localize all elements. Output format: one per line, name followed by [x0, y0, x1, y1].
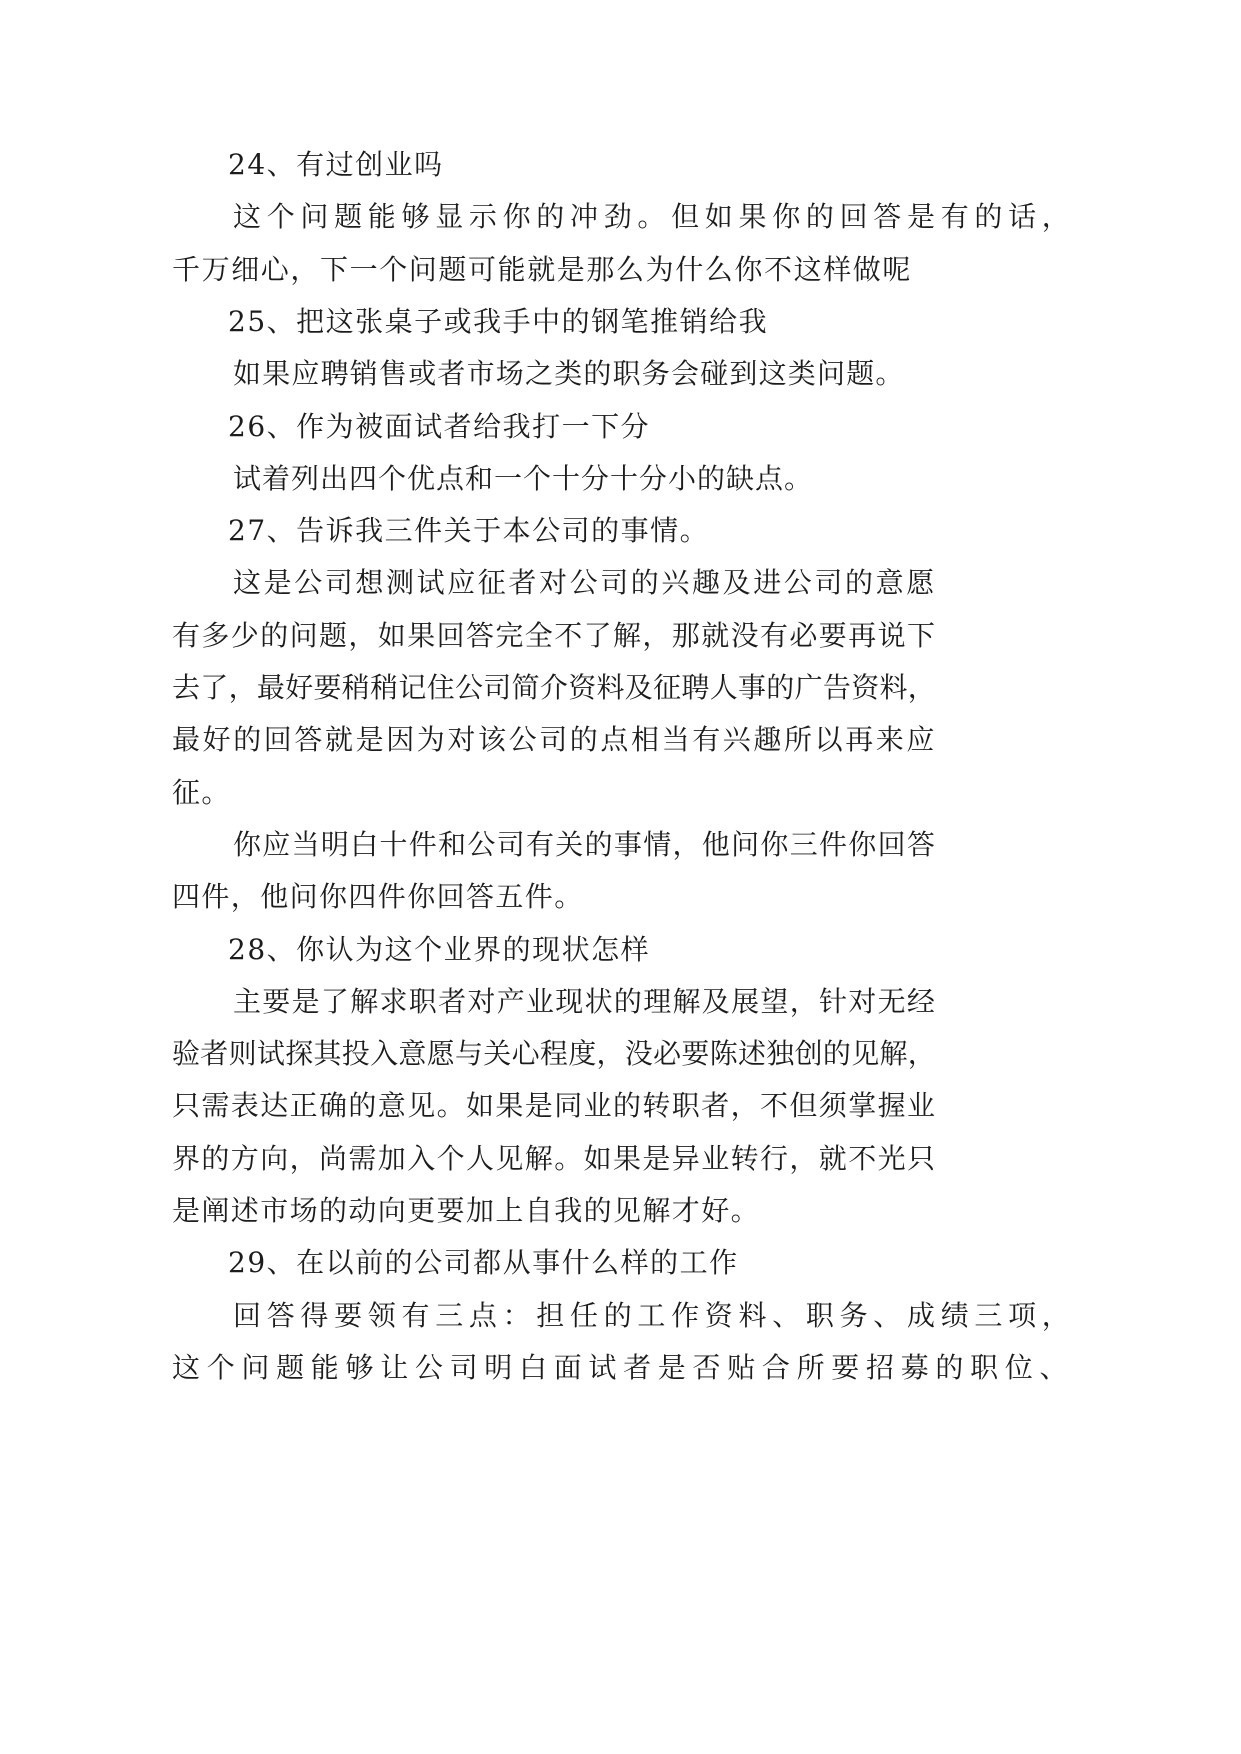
answer-line: 有多少的问题，如果回答完全不了解，那就没有必要再说下 [172, 619, 937, 652]
answer-line: 去了，最好要稍稍记住公司简介资料及征聘人事的广告资料， [172, 671, 937, 704]
answer-line: 验者则试探其投入意愿与关心程度，没必要陈述独创的见解， [172, 1037, 937, 1070]
answer-line: 四件，他问你四件你回答五件。 [172, 880, 584, 913]
answer-line: 试着列出四个优点和一个十分十分小的缺点。 [233, 462, 814, 495]
answer-line: 回答得要领有三点：担任的工作资料、职务、成绩三项， [233, 1299, 1076, 1332]
answer-line: 主要是了解求职者对产业现状的理解及展望，针对无经 [233, 985, 937, 1018]
answer-line: 千万细心，下一个问题可能就是那么为什么你不这样做呢 [172, 253, 913, 286]
answer-line: 只需表达正确的意见。如果是同业的转职者，不但须掌握业 [172, 1089, 937, 1122]
answer-line: 你应当明白十件和公司有关的事情，他问你三件你回答 [233, 828, 937, 861]
question-heading: 28、你认为这个业界的现状怎样 [228, 933, 651, 966]
answer-line: 这是公司想测试应征者对公司的兴趣及进公司的意愿 [233, 566, 937, 599]
answer-line: 是阐述市场的动向更要加上自我的见解才好。 [172, 1194, 761, 1227]
answer-line: 最好的回答就是因为对该公司的点相当有兴趣所以再来应 [172, 723, 938, 756]
question-heading: 25、把这张桌子或我手中的钢笔推销给我 [228, 305, 769, 338]
answer-line: 这个问题能够显示你的冲劲。但如果你的回答是有的话， [233, 200, 1076, 233]
answer-line: 如果应聘销售或者市场之类的职务会碰到这类问题。 [233, 357, 905, 390]
question-heading: 29、在以前的公司都从事什么样的工作 [228, 1246, 739, 1279]
question-heading: 24、有过创业吗 [228, 148, 444, 181]
answer-line: 征。 [172, 776, 231, 809]
question-heading: 27、告诉我三件关于本公司的事情。 [228, 514, 710, 547]
answer-line: 这个问题能够让公司明白面试者是否贴合所要招募的职位、 [172, 1351, 1075, 1384]
answer-line: 界的方向，尚需加入个人见解。如果是异业转行，就不光只 [172, 1142, 937, 1175]
question-heading: 26、作为被面试者给我打一下分 [228, 410, 651, 443]
